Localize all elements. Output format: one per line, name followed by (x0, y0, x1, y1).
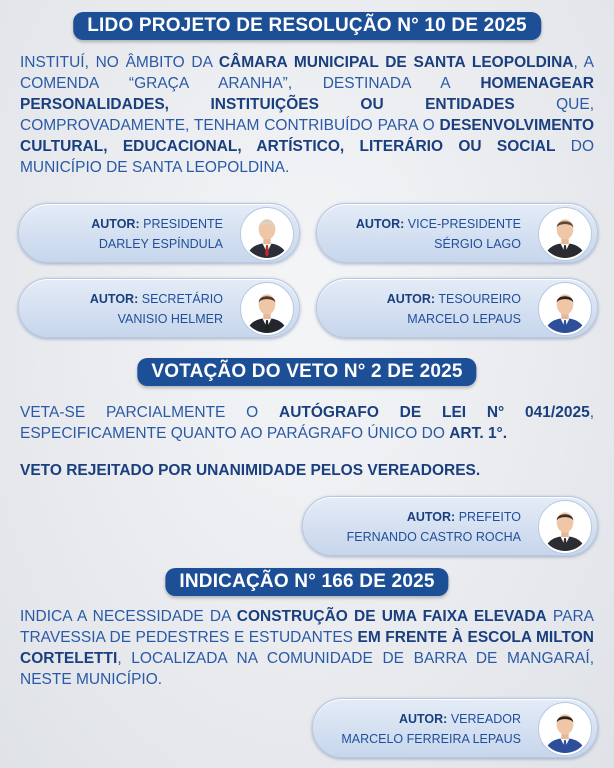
portrait-icon (541, 210, 589, 258)
text-part-bold: DESENVOLVIMENTO CULTURAL, EDUCACIONAL, ARTÍSTICO, LITERÁRIO OU SOCIAL (20, 117, 594, 155)
author-name: MARCELO FERREIRA LEPAUS (341, 732, 521, 746)
text-part-bold: AUTÓGRAFO DE LEI N° 041/2025 (279, 404, 590, 421)
author-role: SECRETÁRIO (141, 292, 223, 306)
veto-result: VETO REJEITADO POR UNANIMIDADE PELOS VEREADORES. (20, 462, 481, 479)
veto-text (20, 402, 594, 444)
author-role: TESOUREIRO (438, 292, 521, 306)
section-title-veto: VOTAÇÃO DO VETO N° 2 DE 2025 (137, 358, 476, 386)
author-photo (539, 501, 591, 553)
author-name: MARCELO LEPAUS (407, 312, 521, 326)
author-label: AUTOR: (355, 217, 405, 231)
text-part-bold: ART. 1°. (449, 425, 508, 442)
indication-text (20, 606, 594, 690)
text-part: QUE, COMPROVADAMENTE, TENHAM CONTRIBUÍDO PARA O (20, 96, 594, 134)
author-card-vice-president (316, 203, 598, 263)
text-part-bold: EM FRENTE À ESCOLA MILTON CORTELETTI (20, 629, 594, 667)
text-part-bold: HOMENAGEAR PERSONALIDADES, INSTITUIÇÕES OU ENTIDADES (20, 75, 594, 113)
author-photo (539, 208, 591, 260)
portrait-icon (541, 705, 589, 753)
author-photo (241, 283, 293, 335)
text-part: INDICA A NECESSIDADE DA (20, 608, 237, 625)
portrait-icon (243, 285, 291, 333)
section-title-resolution: LIDO PROJETO DE RESOLUÇÃO N° 10 DE 2025 (73, 12, 541, 40)
text-part: VETA-SE PARCIALMENTE O (20, 404, 279, 421)
section-title-indication: INDICAÇÃO N° 166 DE 2025 (165, 568, 448, 596)
author-label: AUTOR: (89, 292, 139, 306)
text-part: , A COMENDA “GRAÇA ARANHA”, DESTINADA A (20, 54, 594, 92)
author-text (341, 709, 521, 749)
text-part: , ESPECIFICAMENTE QUANTO AO PARÁGRAFO ÚNICO DO (20, 404, 594, 442)
author-name: SÉRGIO LAGO (434, 237, 521, 251)
author-label: AUTOR: (398, 712, 448, 726)
author-text (91, 214, 223, 254)
author-role: PREFEITO (458, 510, 521, 524)
author-card-treasurer (316, 278, 598, 338)
author-card-president (18, 203, 300, 263)
author-label: AUTOR: (386, 292, 436, 306)
author-card-secretary (18, 278, 300, 338)
author-name: FERNANDO CASTRO ROCHA (346, 530, 521, 544)
text-part-bold: CONSTRUÇÃO DE UMA FAIXA ELEVADA (236, 608, 547, 625)
text-part: DO MUNICÍPIO DE SANTA LEOPOLDINA. (20, 138, 595, 176)
author-role: VICE-PRESIDENTE (407, 217, 521, 231)
author-label: AUTOR: (406, 510, 456, 524)
author-label: AUTOR: (91, 217, 140, 231)
author-text (356, 214, 521, 254)
text-part: , LOCALIZADA NA COMUNIDADE DE BARRA DE MANGARAÍ, NESTE MUNICÍPIO. (20, 650, 594, 688)
text-part: INSTITUÍ, NO ÂMBITO DA (20, 54, 219, 71)
author-card-councilor (312, 698, 598, 758)
author-photo (241, 208, 293, 260)
portrait-icon (541, 503, 589, 551)
resolution-text (20, 52, 594, 178)
author-name: VANISIO HELMER (117, 312, 223, 326)
author-text (90, 289, 223, 329)
author-card-mayor (302, 496, 598, 556)
author-text (347, 507, 521, 547)
text-part: PARA TRAVESSIA DE PEDESTRES E ESTUDANTES (20, 608, 594, 646)
portrait-icon (243, 210, 291, 258)
author-role: PRESIDENTE (143, 217, 223, 231)
author-role: VEREADOR (450, 712, 521, 726)
author-text (387, 289, 521, 329)
author-name: DARLEY ESPÍNDULA (98, 237, 223, 251)
author-photo (539, 703, 591, 755)
text-part-bold: CÂMARA MUNICIPAL DE SANTA LEOPOLDINA (218, 54, 574, 71)
portrait-icon (541, 285, 589, 333)
author-photo (539, 283, 591, 335)
